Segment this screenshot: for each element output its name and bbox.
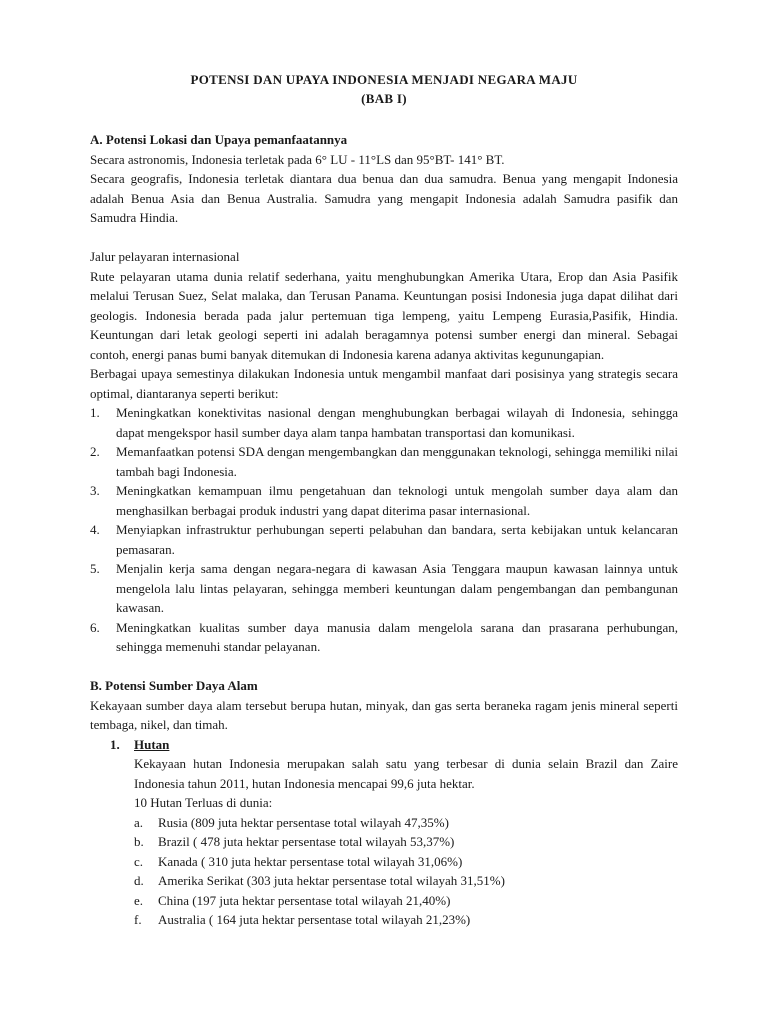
list-item: a. Rusia (809 juta hektar persentase total wilayah 47,35%) [134, 814, 449, 830]
spacer [90, 228, 678, 248]
list-item: e. China (197 juta hektar persentase total wilayah 21,40%) [134, 892, 451, 908]
geografis-paragraph: Secara geografis, Indonesia terletak diantara dua benua dan dua samudra. Benua yang mengapit Indonesia adalah Benua Asia dan Benua Australia. Samudra yang mengapit Indonesia adalah Samudra pasifik dan Samudra Hindia. [90, 171, 678, 225]
list-item: 2. Memanfaatkan potensi SDA dengan mengembangkan dan menggunakan teknologi, sehingga memiliki nilai tambah bagi Indonesia. [90, 444, 678, 479]
list-item: c. Kanada ( 310 juta hektar persentase total wilayah 31,06%) [134, 853, 463, 869]
hutan-paragraph: Kekayaan hutan Indonesia merupakan salah satu yang terbesar di dunia selain Brazil dan Zaire Indonesia tahun 2011, hutan Indonesia mencapai 99,6 juta hektar. [134, 756, 678, 791]
spacer [90, 657, 678, 677]
list-item: 4. Menyiapkan infrastruktur perhubungan seperti pelabuhan dan bandara, serta kebijakan untuk kelancaran pemasaran. [90, 522, 678, 557]
document-subtitle: (BAB I) [361, 91, 407, 106]
list-item: b. Brazil ( 478 juta hektar persentase total wilayah 53,37%) [134, 834, 455, 849]
list-item: 6. Meningkatkan kualitas sumber daya manusia dalam mengelola sarana dan prasarana perhubungan, sehingga memenuhi standar pelayanan. [90, 619, 678, 654]
hutan-subheading: 1. Hutan [110, 736, 170, 752]
hutan-list [90, 813, 678, 930]
list-item: d. Amerika Serikat (303 juta hektar persentase total wilayah 31,51%) [134, 873, 505, 888]
list-item: 5. Menjalin kerja sama dengan negara-negara di kawasan Asia Tenggara maupun kawasan lainnya untuk mengelola lalu lintas pelayaran, sehingga memberi keuntungan dalam pengembangan dan pembangunan kawasan. [90, 561, 678, 615]
list-item: 1. Meningkatkan konektivitas nasional dengan menghubungkan berbagai wilayah di Indonesia, sehingga dapat mengekspor hasil sumber daya alam tanpa hambatan transportasi dan komunikasi. [90, 405, 678, 440]
astronomis-paragraph: Secara astronomis, Indonesia terletak pada 6° LU - 11°LS dan 95°BT- 141° BT. [90, 151, 505, 167]
jalur-heading: Jalur pelayaran internasional [90, 249, 240, 264]
list-item: f. Australia ( 164 juta hektar persentase total wilayah 21,23%) [134, 912, 471, 927]
upaya-list [90, 403, 678, 657]
section-a-heading: A. Potensi Lokasi dan Upaya pemanfaatannya [90, 132, 348, 147]
sda-intro-paragraph: Kekayaan sumber daya alam tersebut berupa hutan, minyak, dan gas serta beraneka ragam jenis mineral seperti tembaga, nikel, dan timah. [90, 697, 678, 732]
list-item: 3. Meningkatkan kemampuan ilmu pengetahuan dan teknologi untuk mengolah sumber daya alam dan menghasilkan berbagai produk industri yang dapat diterima pasar internasional. [90, 483, 678, 518]
section-b-heading: B. Potensi Sumber Daya Alam [90, 678, 258, 693]
jalur-paragraph: Rute pelayaran utama dunia relatif sederhana, yaitu menghubungkan Amerika Utara, Erop dan Asia Pasifik melalui Terusan Suez, Selat malaka, dan Terusan Panama. Keuntungan posisi Indonesia juga dapat dilihat dari geologis. Indonesia berada pada jalur pertemuan tiga lempeng, yaitu Lempeng Eurasia,Pasifik, Hindia. Keuntungan dari letak geologi seperti ini adalah beragamnya potensi sumber energi dan mineral. Sebagai contoh, energi panas bumi banyak ditemukan di Indonesia karena adanya aktivitas kegunungapian. [90, 268, 678, 362]
upaya-intro: Berbagai upaya semestinya dilakukan Indonesia untuk mengambil manfaat dari posisinya yang strategis secara optimal, diantaranya seperti berikut: [90, 366, 678, 401]
hutan-list-heading: 10 Hutan Terluas di dunia: [134, 795, 273, 810]
document-title: POTENSI DAN UPAYA INDONESIA MENJADI NEGARA MAJU [190, 72, 578, 87]
